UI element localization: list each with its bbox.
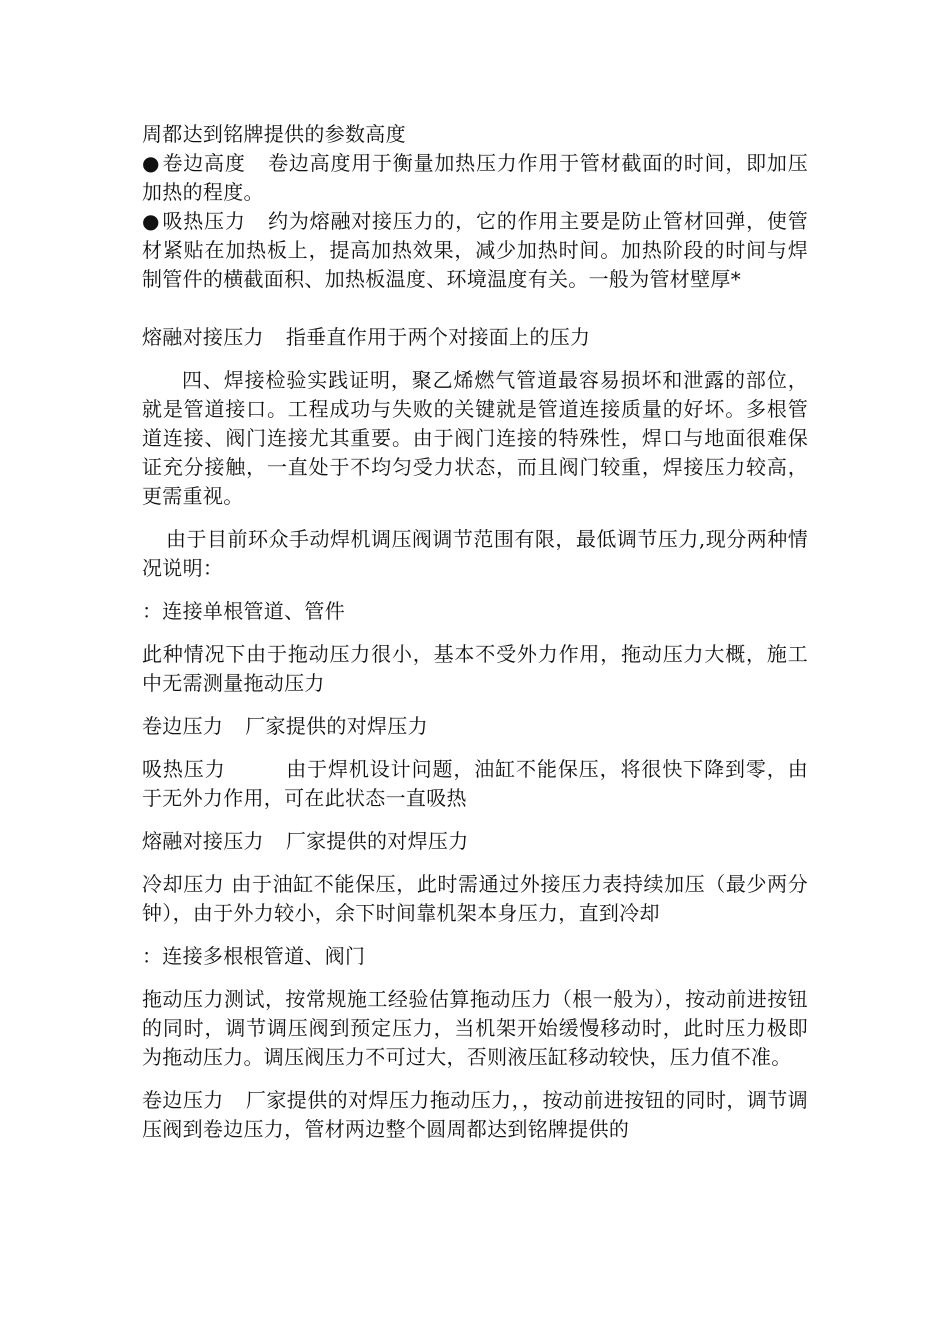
- term-heat-soak-pressure-2: 吸热压力: [142, 757, 226, 781]
- bullet-paragraph-heat-soak-pressure: [142, 207, 808, 294]
- paragraph-cooling-pressure: [142, 870, 808, 928]
- cooling-pressure-text: 冷却压力 由于油缸不能保压，此时需通过外接压力表持续加压（最少两分钟），由于外力较小，余下时间靠机架本身压力，直到冷却: [142, 872, 808, 925]
- single-pipe-heading-text: ：连接单根管道、管件: [142, 599, 345, 623]
- bullet-icon: ●: [142, 209, 160, 233]
- definition-fusion-pressure: 指垂直作用于两个对接面上的压力: [285, 325, 591, 349]
- definition-flange-pressure-2: 厂家提供的对焊压力拖动压力，，按动前进按钮的同时，调节调压阀到卷边压力，管材两边整个圆周都达到铭牌提供的: [142, 1088, 808, 1141]
- paragraph-situation-intro: [142, 525, 808, 583]
- paragraph-weld-inspection: [142, 366, 808, 511]
- paragraph-fusion-pressure-2: [142, 827, 808, 856]
- heading-single-pipe: [142, 597, 808, 626]
- bullet-icon: ●: [142, 151, 160, 175]
- definition-flange-pressure: 厂家提供的对焊压力: [245, 714, 428, 738]
- paragraph-1-text: 周都达到铭牌提供的参数高度: [142, 122, 406, 146]
- term-heat-soak-pressure: 吸热压力: [162, 209, 246, 233]
- drag-pressure-test-text: 拖动压力测试，按常规施工经验估算拖动压力（根一般为），按动前进按钮的同时，调节调压阀到预定压力，当机架开始缓慢移动时，此时压力极即为拖动压力。调压阀压力不可过大，否则液压缸移动较快，压力值不准。: [142, 987, 808, 1069]
- paragraph-drag-pressure-small: [142, 640, 808, 698]
- situation-intro-text: 由于目前环众手动焊机调压阀调节范围有限，最低调节压力,现分两种情况说明：: [142, 527, 808, 580]
- term-flange-height: 卷边高度: [162, 151, 246, 175]
- definition-heat-soak-pressure: 约为熔融对接压力的，它的作用主要是防止管材回弹，使管材紧贴在加热板上，提高加热效果，减少加热时间。加热阶段的时间与焊制管件的横截面积、加热板温度、环境温度有关。一般为管材壁厚*: [142, 209, 808, 291]
- paragraph-drag-pressure-test: [142, 985, 808, 1072]
- term-fusion-pressure-2: 熔融对接压力: [142, 829, 264, 853]
- paragraph-flange-pressure-2: [142, 1086, 808, 1144]
- term-flange-pressure-2: 卷边压力: [142, 1088, 224, 1112]
- heading-multi-pipe: [142, 942, 808, 971]
- drag-pressure-small-text: 此种情况下由于拖动压力很小，基本不受外力作用，拖动压力大概，施工中无需测量拖动压力: [142, 642, 808, 695]
- multi-pipe-heading-text: ：连接多根根管道、阀门: [142, 944, 366, 968]
- paragraph-flange-pressure-1: [142, 712, 808, 741]
- term-flange-pressure: 卷边压力: [142, 714, 224, 738]
- paragraph-1: [142, 120, 808, 149]
- definition-fusion-pressure-2: 厂家提供的对焊压力: [285, 829, 469, 853]
- definition-flange-height: 卷边高度用于衡量加热压力作用于管材截面的时间，即加压加热的程度。: [142, 151, 808, 204]
- document-body: [142, 120, 808, 1144]
- weld-inspection-text: 四、焊接检验实践证明，聚乙烯燃气管道最容易损坏和泄露的部位，就是管道接口。工程成功与失败的关键就是管道连接质量的好坏。多根管道连接、阀门连接尤其重要。由于阀门连接的特殊性，焊口与地面很难保证充分接触，一直处于不均匀受力状态，而且阀门较重，焊接压力较高，更需重视。: [142, 368, 808, 508]
- term-fusion-pressure: 熔融对接压力: [142, 325, 264, 349]
- paragraph-fusion-pressure: [142, 323, 808, 352]
- paragraph-heat-soak-pressure-2: [142, 755, 808, 813]
- bullet-paragraph-flange-height: [142, 149, 808, 207]
- definition-heat-soak-pressure-2: 由于焊机设计问题，油缸不能保压，将很快下降到零，由于无外力作用，可在此状态一直吸热: [142, 757, 809, 810]
